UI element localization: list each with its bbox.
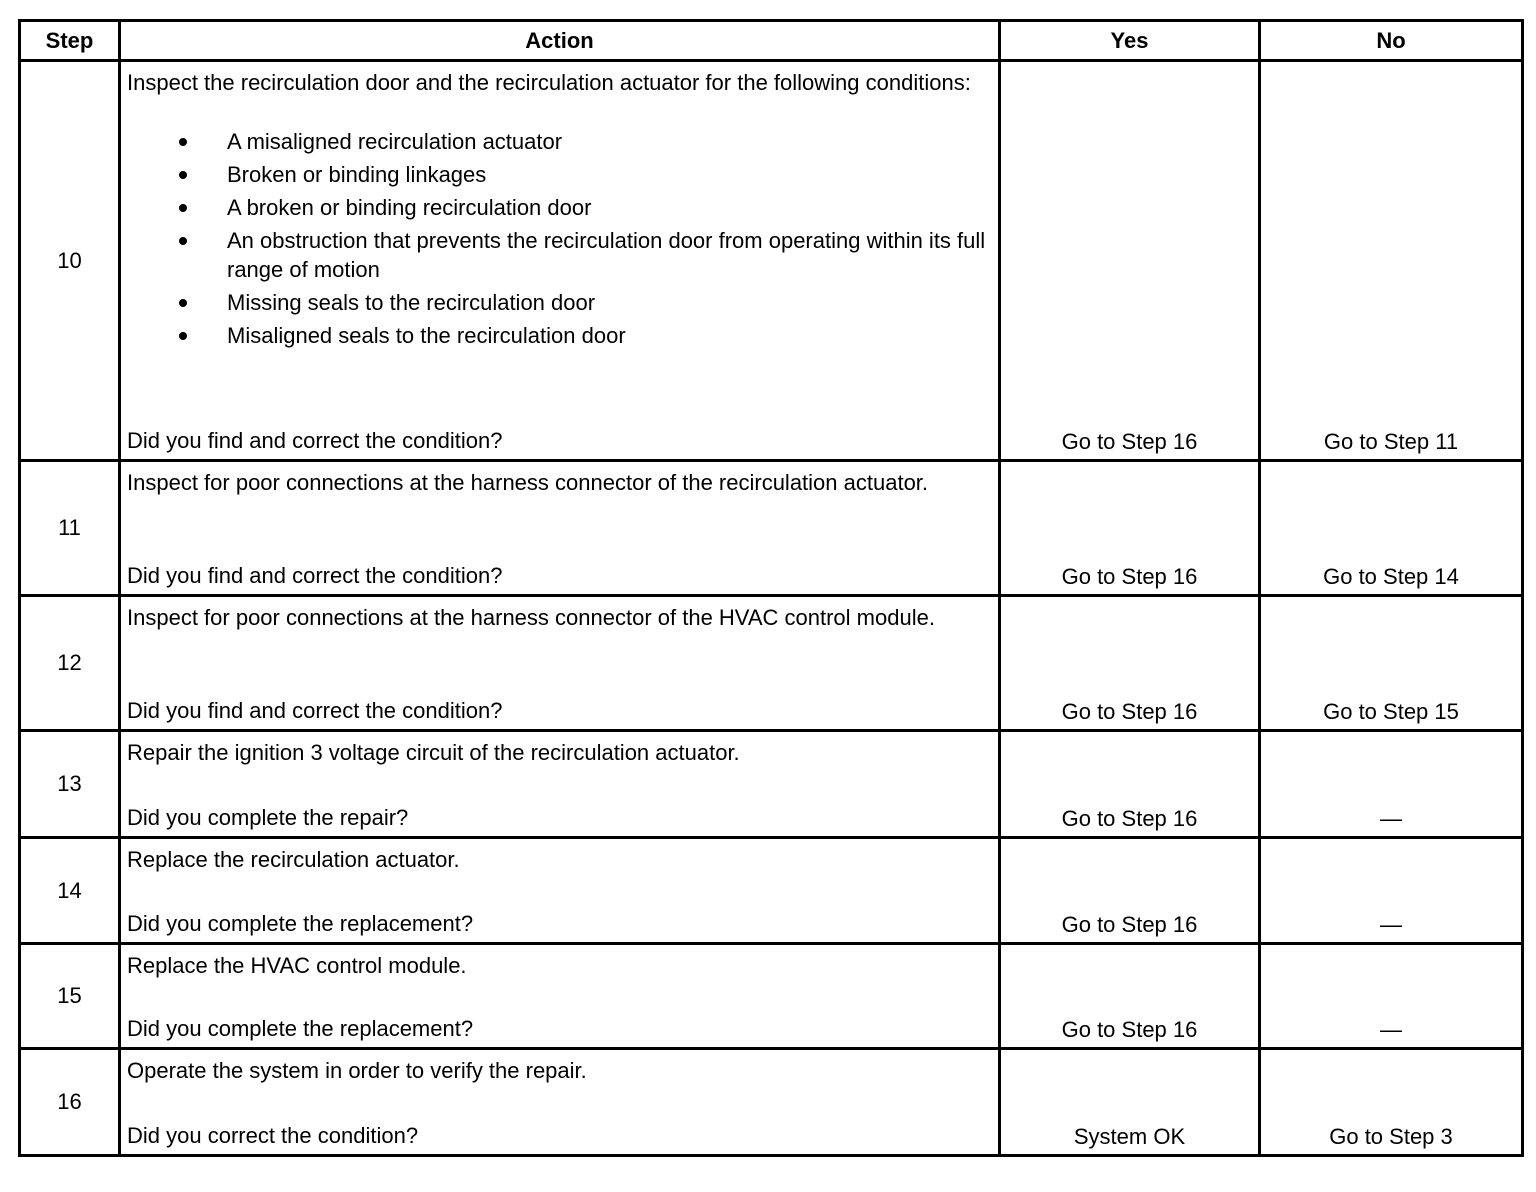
table-row [20, 61, 1523, 461]
table-row [20, 1049, 1523, 1156]
table-row [20, 731, 1523, 838]
step-number: 12 [20, 596, 120, 731]
yes-result: Go to Step 16 [1061, 912, 1198, 937]
question-text: Did you complete the replacement? [127, 911, 474, 936]
step-number: 10 [20, 61, 120, 461]
condition-item: A misaligned recirculation actuator [227, 127, 992, 156]
yes-result: System OK [1073, 1124, 1186, 1149]
question-text: Did you find and correct the condition? [127, 428, 503, 453]
yes-result: Go to Step 16 [1061, 806, 1198, 831]
action-text: Inspect for poor connections at the harness connector of the recirculation actuator. [127, 470, 929, 495]
condition-item: Broken or binding linkages [227, 160, 992, 189]
yes-result: Go to Step 16 [1061, 429, 1198, 454]
header-row [20, 21, 1523, 61]
no-cell [1260, 944, 1523, 1049]
yes-cell [1000, 61, 1260, 461]
action-text: Replace the HVAC control module. [127, 953, 467, 978]
no-cell [1260, 461, 1523, 596]
yes-cell [1000, 461, 1260, 596]
action-cell [120, 731, 1000, 838]
header-action: Action [120, 21, 1000, 61]
condition-list [127, 127, 992, 350]
no-cell [1260, 838, 1523, 944]
action-text: Inspect for poor connections at the harness connector of the HVAC control module. [127, 605, 935, 630]
no-result: — [1380, 806, 1402, 831]
no-cell [1260, 1049, 1523, 1156]
table-row [20, 596, 1523, 731]
action-text: Operate the system in order to verify the repair. [127, 1058, 587, 1083]
question-text: Did you find and correct the condition? [127, 563, 503, 588]
condition-item: An obstruction that prevents the recirculation door from operating within its full range of motion [227, 226, 992, 284]
no-result: Go to Step 11 [1323, 429, 1459, 454]
question-text: Did you complete the repair? [127, 805, 409, 830]
header-yes: Yes [1000, 21, 1260, 61]
no-result: Go to Step 14 [1323, 564, 1459, 589]
step-number: 11 [20, 461, 120, 596]
yes-cell [1000, 944, 1260, 1049]
step-number: 13 [20, 731, 120, 838]
question-text: Did you complete the replacement? [127, 1016, 474, 1041]
yes-cell [1000, 838, 1260, 944]
action-cell [120, 838, 1000, 944]
step-number: 15 [20, 944, 120, 1049]
header-step: Step [20, 21, 120, 61]
action-text: Inspect the recirculation door and the recirculation actuator for the following conditions: [127, 70, 971, 95]
no-result: Go to Step 3 [1329, 1124, 1453, 1149]
table-row [20, 838, 1523, 944]
no-cell [1260, 596, 1523, 731]
question-text: Did you find and correct the condition? [127, 698, 503, 723]
table-row [20, 461, 1523, 596]
action-text: Replace the recirculation actuator. [127, 847, 460, 872]
yes-cell [1000, 731, 1260, 838]
yes-cell [1000, 1049, 1260, 1156]
no-result: Go to Step 15 [1323, 699, 1459, 724]
action-text: Repair the ignition 3 voltage circuit of the recirculation actuator. [127, 740, 740, 765]
no-cell [1260, 731, 1523, 838]
table-row [20, 944, 1523, 1049]
no-result: — [1380, 1017, 1402, 1042]
yes-result: Go to Step 16 [1061, 699, 1198, 724]
question-text: Did you correct the condition? [127, 1123, 419, 1148]
condition-item: Missing seals to the recirculation door [227, 288, 992, 317]
header-no: No [1260, 21, 1523, 61]
step-number: 14 [20, 838, 120, 944]
action-cell [120, 61, 1000, 461]
condition-item: Misaligned seals to the recirculation door [227, 321, 992, 350]
action-cell [120, 461, 1000, 596]
yes-result: Go to Step 16 [1061, 564, 1198, 589]
action-cell [120, 1049, 1000, 1156]
yes-cell [1000, 596, 1260, 731]
diagnostic-table [18, 19, 1524, 1157]
no-result: — [1380, 912, 1402, 937]
no-cell [1260, 61, 1523, 461]
condition-item: A broken or binding recirculation door [227, 193, 992, 222]
action-cell [120, 944, 1000, 1049]
action-cell [120, 596, 1000, 731]
step-number: 16 [20, 1049, 120, 1156]
yes-result: Go to Step 16 [1061, 1017, 1198, 1042]
